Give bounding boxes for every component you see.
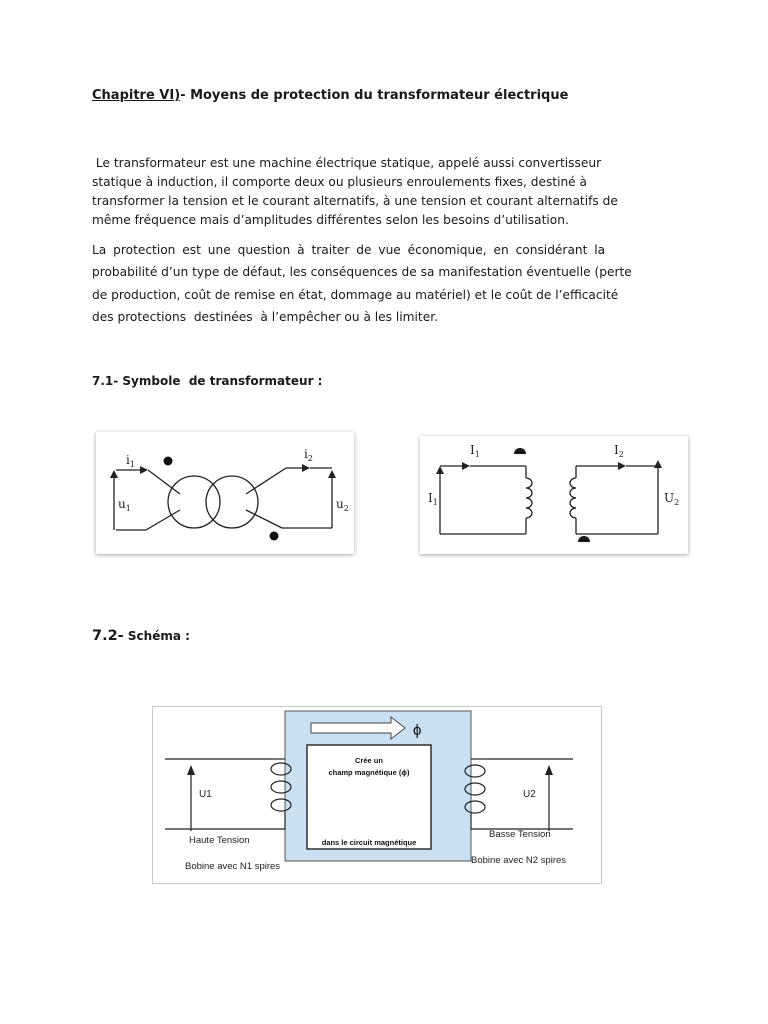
label-i2-top: $I_2$ — [614, 443, 624, 459]
label-u2: $u_2$ — [336, 497, 349, 513]
core-text-line2: champ magnétique (ϕ) — [328, 768, 410, 777]
paragraph-line: statique à induction, il comporte deux ou plusieurs enroulements fixes, destiné à — [92, 175, 588, 189]
label-i1: $i_1$ — [126, 453, 135, 469]
transformer-schema — [152, 706, 602, 884]
label-right-coil: Bobine avec N2 spires — [471, 855, 567, 866]
label-haute-tension: Haute Tension — [189, 835, 250, 846]
polarity-dot — [514, 448, 526, 454]
transformer-symbol-circles — [96, 432, 354, 554]
section-heading-symbol: 7.1- Symbole de transformateur : — [92, 374, 323, 388]
paragraph-line: même fréquence mais d’amplitudes différentes selon les besoins d’utilisation. — [92, 213, 569, 227]
label-u1: $u_1$ — [118, 497, 131, 513]
chapter-title — [92, 88, 568, 103]
chapter-separator: - — [180, 88, 191, 103]
chapter-label: Chapitre VI) — [92, 88, 181, 103]
paragraph-line: de production, coût de remise en état, dommage au matériel) et le coût de l’efficacité — [92, 287, 619, 302]
label-u2: U2 — [523, 789, 536, 800]
core-text-line1: Crée un — [355, 756, 383, 765]
paragraph-line: La protection est une question à traiter de vue économique, en considérant la — [92, 243, 606, 257]
polarity-dot — [164, 457, 173, 466]
phi-symbol: ϕ — [413, 722, 422, 739]
section-heading-schema — [92, 628, 190, 644]
transformer-symbol-coils — [420, 436, 688, 554]
protection-paragraph — [92, 239, 672, 328]
chapter-heading: Moyens de protection du transformateur électrique — [190, 88, 569, 103]
paragraph-line: Le transformateur est une machine électrique statique, appelé aussi convertisseur — [92, 156, 602, 170]
paragraph-line: probabilité d’un type de défaut, les conséquences de sa manifestation éventuelle (perte — [92, 265, 632, 280]
paragraph-line: transformer la tension et le courant alternatifs, à une tension et courant alternatifs de — [92, 194, 618, 208]
polarity-dot — [270, 532, 279, 541]
section-number: 7.2- — [92, 628, 124, 644]
label-left-coil: Bobine avec N1 spires — [185, 861, 281, 872]
polarity-dot — [578, 536, 590, 542]
section-title: Schéma : — [123, 629, 190, 643]
label-u1: U1 — [199, 789, 212, 800]
label-i1-top: $I_1$ — [470, 443, 480, 459]
label-basse-tension: Basse Tension — [489, 829, 551, 840]
label-i2: $i_2$ — [304, 447, 313, 463]
core-text-bottom: dans le circuit magnétique — [321, 838, 417, 847]
paragraph-line: des protections destinées à l’empêcher ou à les limiter. — [92, 309, 438, 324]
intro-paragraph — [92, 154, 672, 230]
label-i1-left: $I_1$ — [428, 491, 438, 507]
label-u2: $U_2$ — [664, 491, 680, 507]
